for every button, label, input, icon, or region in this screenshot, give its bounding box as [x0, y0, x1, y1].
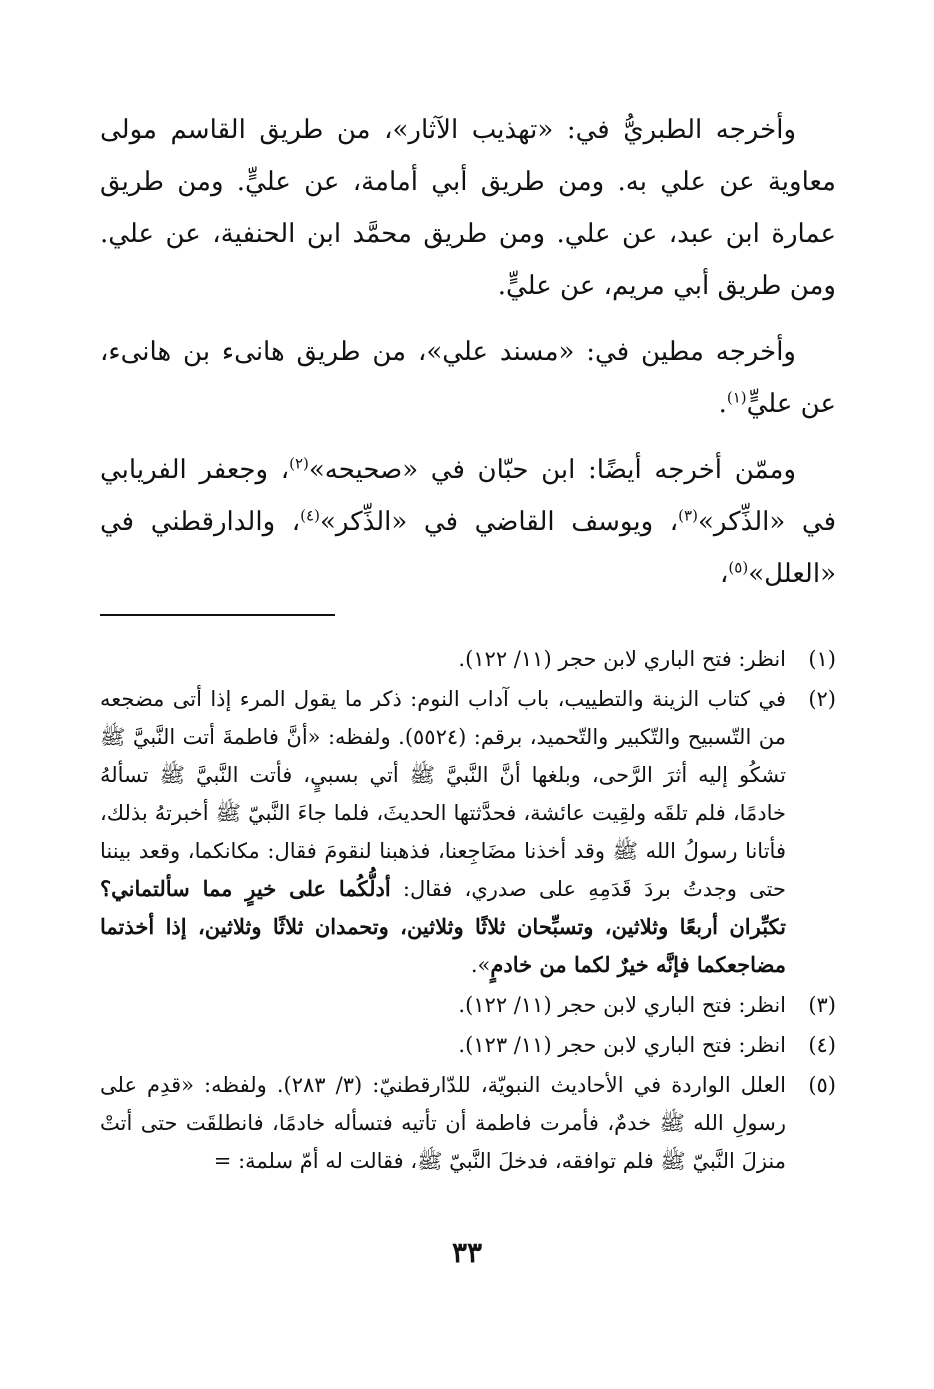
- footnote-text: انظر: فتح الباري لابن حجر (١١/ ١٢٣).: [458, 1033, 786, 1057]
- footnote-ref-3: (٣): [678, 506, 698, 525]
- paragraph-1: [100, 104, 836, 312]
- paragraph-2-tail: .: [718, 389, 727, 419]
- footnote-number: (٢): [808, 687, 836, 711]
- footnote-number: (١): [808, 647, 836, 671]
- footnote-5: [100, 1066, 836, 1180]
- paragraph-3: [100, 444, 836, 600]
- footnote-ref-2: (٢): [289, 454, 309, 473]
- footnote-number: (٣): [808, 993, 836, 1017]
- footnote-4: [100, 1026, 836, 1064]
- paragraph-3-seg-3: ، والدارقطني في «العلل»: [100, 507, 836, 589]
- paragraph-2-text: وأخرجه مطين في: «مسند علي»، من طريق هانىء بن هانىء، عن عليٍّ: [100, 337, 836, 419]
- paragraph-3-seg-1: ، وجعفر الفريابي في «الذِّكر»: [100, 455, 836, 537]
- hadith-quote: أدلُّكُما على خيرٍ مما سألتماني؟ تكبِّران أربعًا وثلاثين، وتسبِّحان ثلاثًا وثلاثين، وتحمدان ثلاثًا وثلاثين، إذا أخذتما مضاجعكما فإنَّه خيرٌ لكما من خادمٍ: [100, 876, 786, 977]
- paragraph-1-text: وأخرجه الطبريُّ في: «تهذيب الآثار»، من طريق القاسم مولى معاوية عن علي به. ومن طريق أبي أمامة، عن عليٍّ. ومن طريق عمارة ابن عبد، عن علي. ومن طريق محمَّد ابن الحنفية، عن علي. ومن طريق أبي مريم، عن عليٍّ.: [100, 115, 836, 301]
- paragraph-3-text: وممّن أخرجه أيضًا: ابن حبّان في «صحيحه»: [308, 455, 796, 485]
- footnote-number: (٥): [808, 1073, 836, 1097]
- footnotes-list: [100, 640, 836, 1180]
- paragraph-3-tail: ،: [720, 559, 729, 589]
- footnote-text: انظر: فتح الباري لابن حجر (١١/ ١٢٢).: [458, 993, 786, 1017]
- paragraph-2: [100, 326, 836, 430]
- footnote-text: انظر: فتح الباري لابن حجر (١١/ ١٢٢).: [458, 647, 786, 671]
- footnote-tail: ».: [470, 953, 491, 977]
- footnote-2: [100, 680, 836, 984]
- paragraph-3-seg-2: ، ويوسف القاضي في «الذِّكر»: [319, 507, 679, 537]
- footnote-3: [100, 986, 836, 1024]
- book-page: [100, 104, 836, 1182]
- main-text: [100, 104, 836, 600]
- page-number: ٣٣: [451, 1236, 483, 1269]
- footnote-ref-1: (١): [726, 388, 747, 407]
- footnote-ref-4: (٤): [300, 506, 320, 525]
- footnote-text: العلل الواردة في الأحاديث النبويّة، للدّارقطنيّ: (٣/ ٢٨٣). ولفظه: «قدِم على رسولِ الله ﷺ خدمٌ، فأمرت فاطمة أن تأتيه فتسأله خادمًا، فانطلقَت حتى أتتْ منزلَ النَّبيّ ﷺ فلم توافقه، فدخلَ النَّبيّ ﷺ، فقالت له أمّ سلمة: =: [100, 1073, 786, 1173]
- footnote-number: (٤): [808, 1033, 836, 1057]
- footnote-1: [100, 640, 836, 678]
- footnote-body: [100, 680, 786, 984]
- footnote-separator: [100, 614, 335, 616]
- footnote-ref-5: (٥): [728, 558, 749, 577]
- footnote-text: في كتاب الزينة والتطييب، باب آداب النوم: ذكر ما يقول المرء إذا أتى مضجعه من التّسبيح والتّكبير والتّحميد، برقم: (٥٥٢٤). ولفظه: «أنَّ فاطمةَ أتت النَّبيَّ ﷺ تشكُو إليه أثرَ الرَّحى، وبلغها أنَّ النَّبيَّ ﷺ أتي بسبيٍ، فأتت النَّبيَّ ﷺ تسألهُ خادمًا، فلم تلقَه ولقِيت عائشة، فحدَّثتها الحديثَ، فلما جاءَ النَّبيّ ﷺ أخبرتهُ بذلك، فأتانا رسولُ الله ﷺ وقد أخذنا مضَاجِعنا، فذهبنا لنقومَ فقال: مكانكما، وقعد بيننا حتى وجدتُ بردَ قَدَمِهِ على صدري، فقال:: [100, 687, 787, 901]
